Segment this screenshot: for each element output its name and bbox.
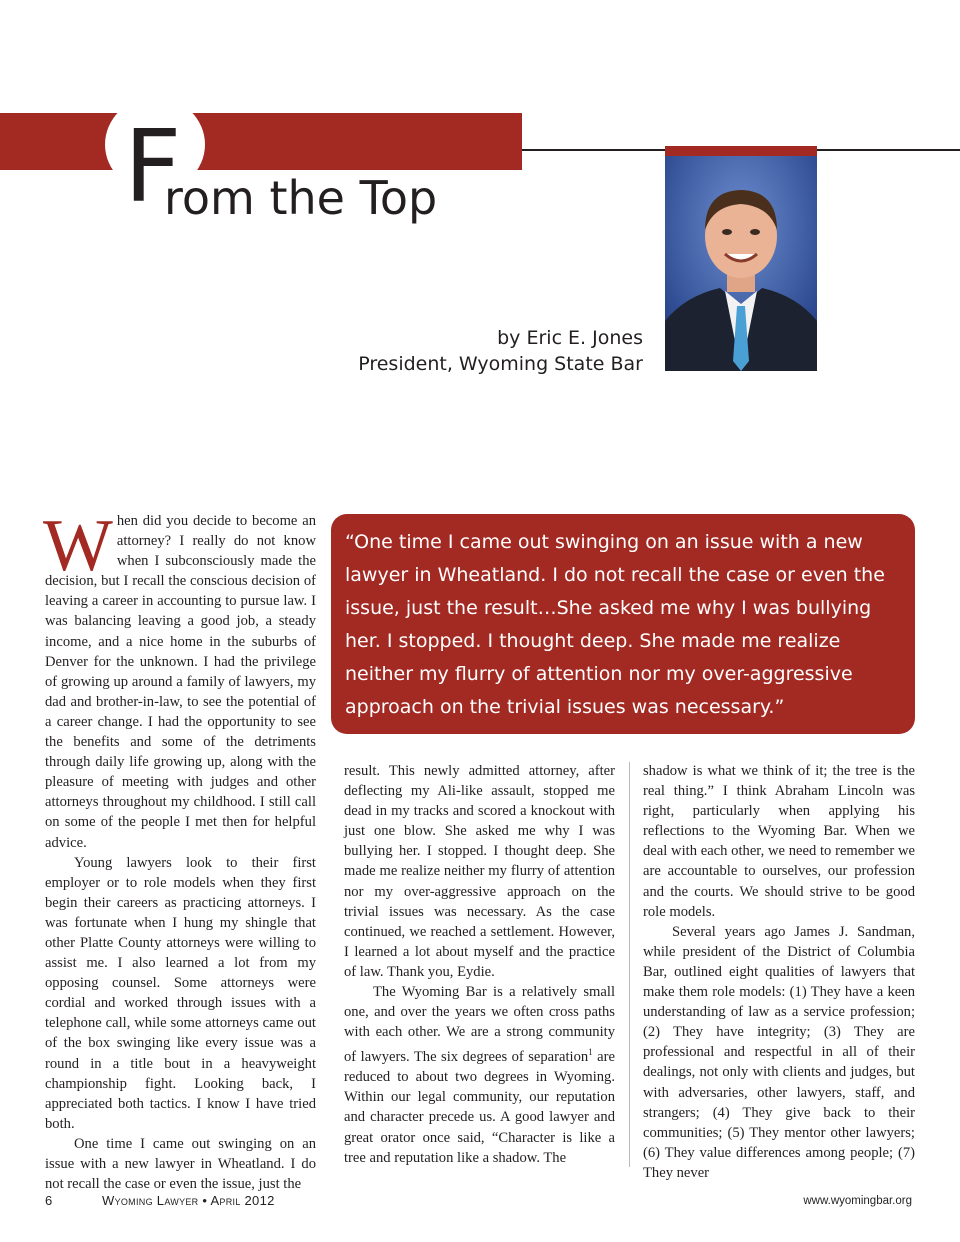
author-name: by Eric E. Jones xyxy=(497,327,643,349)
footnote-marker: 1 xyxy=(588,1047,593,1058)
article-column-1 xyxy=(43,505,316,1194)
article-column-3 xyxy=(643,761,915,1183)
portrait-illustration xyxy=(665,146,817,371)
page-title: rom the Top xyxy=(164,171,438,225)
article-paragraph xyxy=(344,982,615,1168)
website-url: www.wyomingbar.org xyxy=(803,1195,912,1207)
page-title-initial: F xyxy=(124,108,182,225)
magazine-issue: Wyoming Lawyer • April 2012 xyxy=(102,1193,275,1208)
article-paragraph: One time I came out swinging on an issue with a new lawyer in Wheatland. I do not recall the case or even the issue, just the xyxy=(45,1135,316,1193)
article-paragraph: Several years ago James J. Sandman, while president of the District of Columbia Bar, outlined eight qualities of lawyers that make them role models: (1) They have a keen understanding of law as a service profession; (2) They have integrity; (3) They are professional and respectful in all of their dealings, not only with clients and judges, but with adversaries, other lawyers, staff, and strangers; (4) They give back to their communities; (5) They mentor other lawyers; (6) They value differences among people; (7) They never xyxy=(643,923,915,1181)
author-photo xyxy=(665,146,817,371)
page-number: 6 xyxy=(45,1193,53,1208)
author-position: President, Wyoming State Bar xyxy=(358,353,643,375)
column-divider xyxy=(629,762,630,1167)
drop-cap: W xyxy=(43,505,113,587)
article-paragraph: shadow is what we think of it; the tree is the real thing.” I think Abraham Lincoln was right, particularly when applying his reflections to the Wyoming Bar. When we deal with each other, we need to remember we are accountable to ourselves, our profession and the courts. We should strive to be good role models. xyxy=(643,763,915,920)
paragraph-text: are reduced to about two degrees in Wyoming. Within our legal community, our reputation and character precede us. A good lawyer and great orator once said, “Character is like a tree and reputation like a shadow. The xyxy=(344,1049,615,1166)
article-paragraph xyxy=(43,505,316,853)
header-red-band xyxy=(0,113,522,170)
paragraph-text: hen did you decide to become an attorney? I really do not know when I subconsciously made the decision, but I recall the conscious decision of leaving a career in accounting to pursue law. I was balancing leaving a good job, a steady income, and a nice home in the suburbs of Denver for the unknown. I had the privilege of growing up around a family of lawyers, my dad and brother-in-law, to see the potential of a career change. I had the opportunity to see the benefits and some of the detriments through daily life growing up, along with the pleasure of meeting with judges and other attorneys throughout my childhood. I still call on some of the people I met then for helpful advice. xyxy=(45,513,316,851)
byline-block xyxy=(358,325,643,377)
article-paragraph: Young lawyers look to their first employer or to role models when they first begin their careers as practicing attorneys. I was fortunate when I hung my shingle that other Platte County attorneys were willing to assist me. I also learned a lot from my opposing counsel. Some attorneys were cordial and worked through issues with a telephone call, while some attorneys came out of the box swinging like every issue was a round in a title bout in a heavyweight championship fight. Looking back, I appreciated both tactics. I know I have tried both. xyxy=(45,854,316,1132)
article-paragraph: result. This newly admitted attorney, after deflecting my Ali-like assault, stopped me dead in my tracks and scored a knockout with just one blow. She asked me why I was bullying her. I stopped. I thought deep. She made me realize neither my flurry of attention nor my over-aggressive approach on the trivial issues was necessary. As the case continued, we reached a settlement. However, I learned a lot about myself and the practice of law. Thank you, Eydie. xyxy=(344,763,615,980)
pull-quote: “One time I came out swinging on an issue with a new lawyer in Wheatland. I do not recall the case or even the issue, just the result…She asked me why I was bullying her. I stopped. I thought deep. She made me realize neither my flurry of attention nor my over-aggressive approach on the trivial issues was necessary.” xyxy=(331,514,915,734)
article-column-2 xyxy=(344,761,615,1168)
paragraph-text: The Wyoming Bar is a relatively small one, and over the years we often cross paths with each other. We are a strong community of lawyers. The six degrees of separation xyxy=(344,984,615,1066)
photo-top-band xyxy=(665,146,817,156)
